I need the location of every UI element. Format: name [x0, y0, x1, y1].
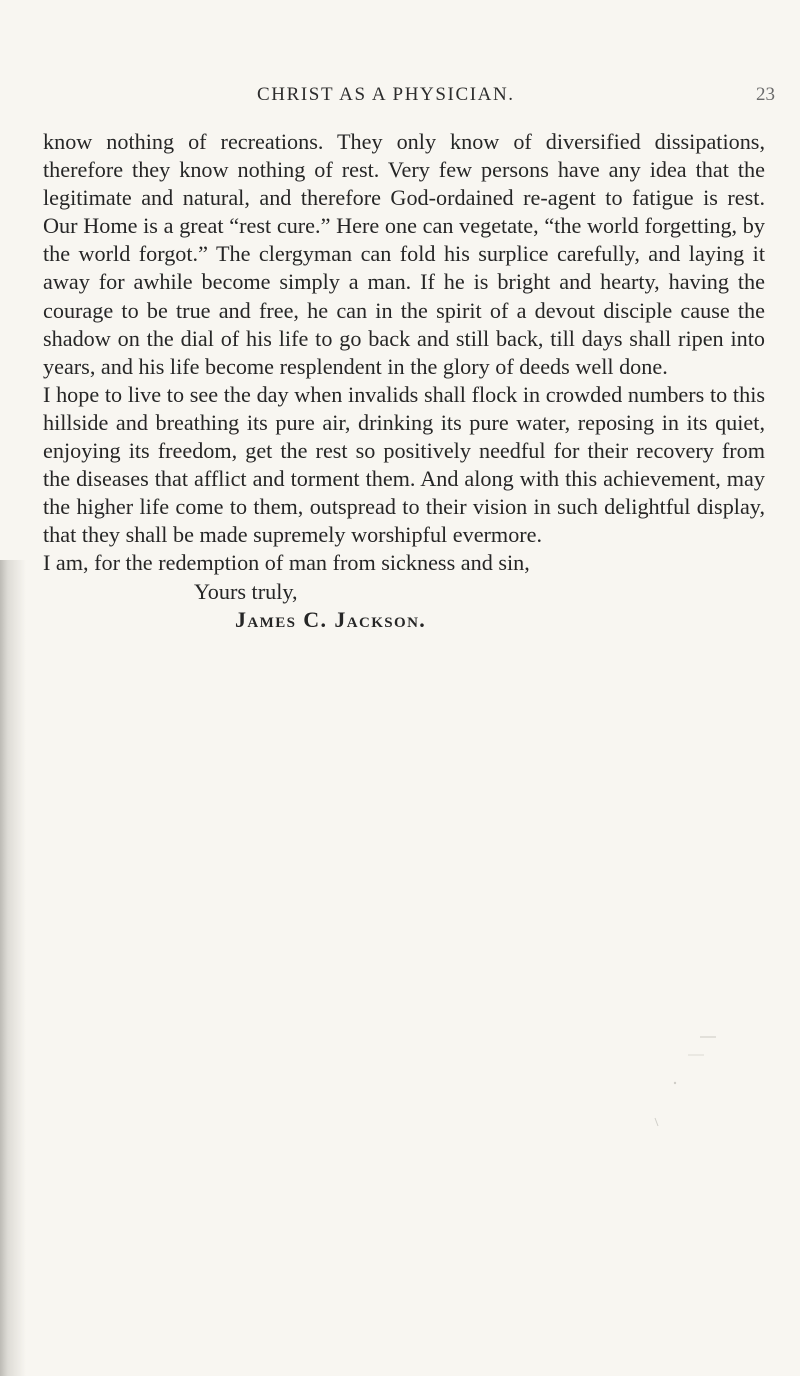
- running-title: CHRIST AS A PHYSICIAN.: [257, 84, 515, 105]
- paragraph: know nothing of recreations. They only know of diversified dissipations, therefore they know nothing of rest. Very few persons have any idea that the legitimate and natural, and therefore God-ordained re-agent to fatigue is rest. Our Home is a great “rest cure.” Here one can vegetate, “the world forgetting, by the world forgot.” The clergyman can fold his surplice carefully, and laying it away for awhile become simply a man. If he is bright and hearty, having the courage to be true and free, he can in the spirit of a devout disciple cause the shadow on the dial of his life to go back and still back, till days shall ripen into years, and his life become resplendent in the glory of deeds well done.: [43, 129, 765, 379]
- sign-off: Yours truly,: [194, 578, 298, 604]
- stray-mark: [655, 1118, 658, 1126]
- stray-mark: [674, 1082, 676, 1084]
- paragraph: I hope to live to see the day when invalids shall flock in crowded numbers to this hillside and breathing its pure air, drinking its pure water, reposing in its quiet, enjoying its freedom, get the rest so positively needful for their recovery from the diseases that afflict and torment them. And along with this achievement, may the higher life come to them, outspread to their vision in such delightful display, that they shall be made supremely worshipful evermore.: [43, 381, 765, 548]
- page-number: 23: [756, 84, 775, 105]
- signature: James C. Jackson.: [235, 606, 427, 632]
- closing-line: I am, for the redemption of man from sickness and sin,: [43, 550, 530, 576]
